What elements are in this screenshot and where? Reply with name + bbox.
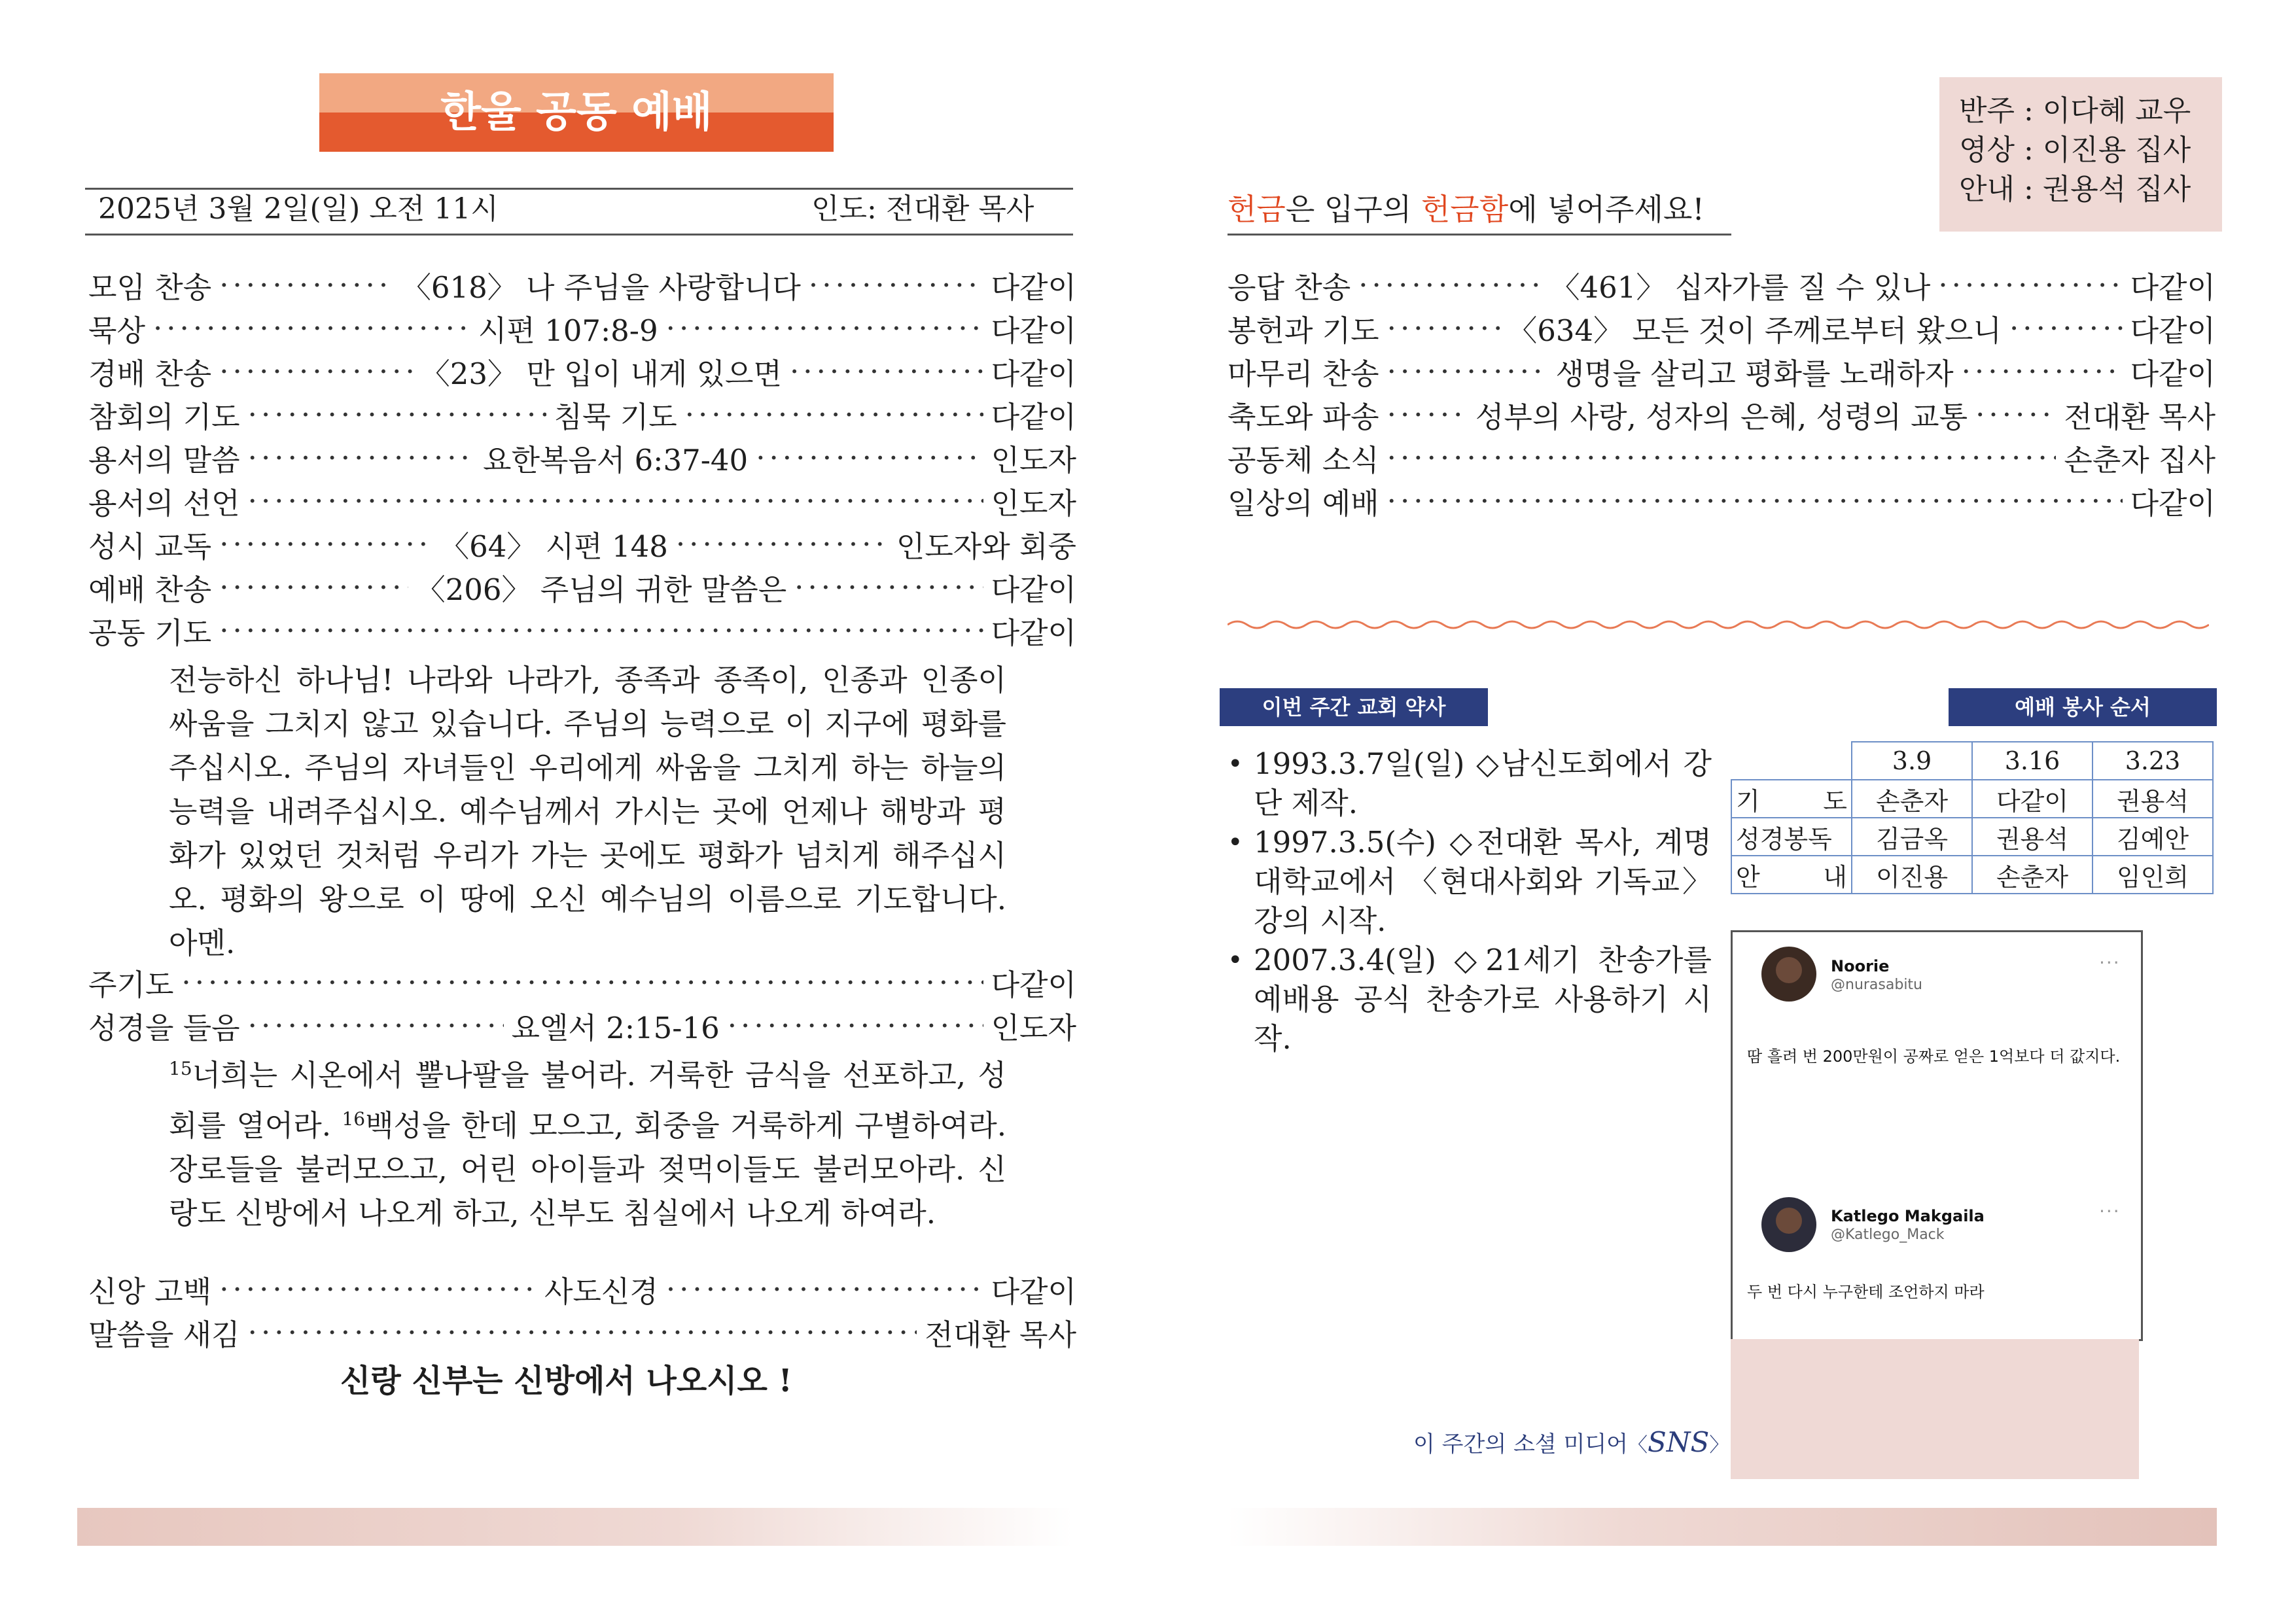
tweet-author-handle: @Katlego_Mack [1831, 1227, 1945, 1243]
leader-dots [248, 397, 546, 432]
order-label: 참회의 기도 [88, 399, 240, 434]
leader-dots [219, 1272, 537, 1306]
order-row [88, 565, 1076, 608]
service-schedule-table [1731, 741, 2214, 894]
leader-dots [685, 397, 983, 432]
social-media-caption: 이 주간의 소셜 미디어〈SNS〉 [1413, 1426, 1729, 1458]
leader-dots [1387, 483, 2123, 518]
order-row [1227, 393, 2216, 436]
date-cell: 3.16 [1972, 742, 2093, 780]
order-label: 성시 교독 [88, 529, 212, 564]
order-of-worship-part1 [88, 263, 1076, 652]
order-row [88, 479, 1076, 522]
order-item: 〈461〉 십자가를 질 수 있나 [1550, 270, 1931, 305]
name-cell: 손춘자 [1852, 780, 1972, 818]
order-responsible: 다같이 [991, 313, 1076, 348]
date-cell: 3.9 [1852, 742, 1972, 780]
order-responsible: 다같이 [991, 967, 1076, 1002]
order-item: 〈206〉 주님의 귀한 말씀은 [415, 572, 787, 607]
order-responsible: 인도자 [991, 1010, 1076, 1045]
divider [85, 234, 1073, 236]
order-row [88, 608, 1076, 652]
staff-video: 영상 : 이진용 집사 [1959, 133, 2191, 167]
staff-usher: 안내 : 권용석 집사 [1959, 173, 2191, 206]
order-label: 예배 찬송 [88, 572, 212, 607]
service-schedule-header: 예배 봉사 순서 [1949, 688, 2217, 726]
leader-dots [1387, 440, 2057, 475]
leader-dots [1387, 397, 1468, 432]
leader-dots [676, 527, 889, 561]
service-date: 2025년 3월 2일(일) 오전 11시 [98, 192, 499, 226]
title-banner [319, 73, 834, 152]
order-row [88, 349, 1076, 393]
history-item: • 2007.3.4(일) ◇21세기 찬송가를 예배용 공식 찬송가로 사용하기 시작. [1254, 941, 1712, 1058]
leader-dots [2009, 311, 2123, 345]
avatar [1761, 947, 1816, 1002]
leader-dots [794, 570, 983, 604]
leader-dots [219, 354, 413, 389]
order-responsible: 손춘자 집사 [2064, 442, 2216, 478]
verse-number: 16 [342, 1108, 366, 1130]
caption-text: 이 주간의 소셜 미디어 [1413, 1431, 1629, 1457]
history-header: 이번 주간 교회 약사 [1220, 688, 1488, 726]
page-title: 한울 공동 예배 [440, 88, 713, 137]
leader-dots [1387, 354, 1548, 389]
order-label: 축도와 파송 [1227, 399, 1379, 434]
name-cell: 권용석 [1972, 818, 2093, 856]
common-prayer-text: 전능하신 하나님! 나라와 나라가, 종족과 종족이, 인종과 인종이 싸움을 그치지 않고 있습니다. 주님의 능력으로 이 지구에 평화를 주십시오. 주님의 자녀들인 우리에게 싸움을 그치게 하는 하늘의 능력을 내려주십시오. 예수님께서 가시는 곳에 언제나 해방과 평화가 있었던 것처럼 우리가 가는 곳에도 평화가 넘치게 해주십시오. 평화의 왕으로 이 땅에 오신 예수님의 이름으로 기도합니다. 아멘. [169, 663, 1006, 960]
order-label: 마무리 찬송 [1227, 356, 1379, 391]
tweet-author-name: Noorie [1831, 957, 1890, 975]
social-media-panel-bg [1731, 1339, 2139, 1479]
name-cell: 김금옥 [1852, 818, 1972, 856]
order-label: 일상의 예배 [1227, 485, 1379, 521]
order-responsible: 다같이 [2130, 485, 2216, 521]
order-row [88, 960, 1076, 1003]
order-responsible: 다같이 [2130, 270, 2216, 305]
order-label: 용서의 선언 [88, 485, 240, 521]
leader-dots [666, 1272, 983, 1306]
order-row [88, 393, 1076, 436]
order-row [88, 522, 1076, 565]
wave-divider [1227, 615, 2209, 635]
more-icon: ··· [2099, 1200, 2121, 1222]
date-cell: 3.23 [2093, 742, 2213, 780]
order-responsible: 인도자 [991, 442, 1076, 478]
more-icon: ··· [2099, 952, 2121, 973]
order-item: 요한복음서 6:37-40 [483, 442, 749, 478]
leader-dots [181, 965, 983, 1000]
leader-dots [248, 1008, 504, 1043]
leader-dots [809, 268, 983, 302]
footer-bar-right [1227, 1508, 2217, 1546]
order-responsible: 다같이 [991, 399, 1076, 434]
order-responsible: 전대환 목사 [2064, 399, 2216, 434]
offering-notice [1227, 190, 1704, 229]
church-history [1227, 744, 1712, 1058]
order-responsible: 인도자 [991, 485, 1076, 521]
service-leader: 인도: 전대환 목사 [811, 192, 1034, 226]
order-responsible: 다같이 [991, 615, 1076, 650]
order-item: 〈634〉 모든 것이 주께로부터 왔으니 [1508, 313, 2002, 348]
divider [1227, 234, 1731, 236]
name-cell: 다같이 [1972, 780, 2093, 818]
order-responsible: 다같이 [991, 270, 1076, 305]
role-cell: 기 도 [1731, 780, 1852, 818]
offering-box-word: 헌금함 [1421, 192, 1509, 227]
order-label: 용서의 말씀 [88, 442, 240, 478]
order-item: 생명을 살리고 평화를 노래하자 [1555, 356, 1954, 391]
order-row [88, 1003, 1076, 1047]
leader-dots [219, 527, 432, 561]
offering-text: 에 넣어주세요! [1508, 192, 1704, 227]
order-row [88, 263, 1076, 306]
leader-dots [219, 268, 394, 302]
name-cell: 임인희 [2093, 856, 2213, 894]
tweet-author-name: Katlego Makgaila [1831, 1207, 1985, 1225]
order-label: 신앙 고백 [88, 1274, 212, 1309]
leader-dots [219, 613, 983, 648]
leader-dots [666, 311, 983, 345]
table-row [1731, 818, 2213, 856]
order-label: 응답 찬송 [1227, 270, 1351, 305]
order-responsible: 전대환 목사 [925, 1317, 1076, 1352]
sermon-title: 신랑 신부는 신방에서 나오시오 ! [340, 1363, 792, 1399]
order-row [1227, 349, 2216, 393]
order-of-worship-part3 [88, 1267, 1076, 1353]
leader-dots [1975, 397, 2056, 432]
order-responsible: 인도자와 회중 [896, 529, 1076, 564]
table-header-row [1731, 742, 2213, 780]
table-corner [1731, 742, 1852, 780]
order-responsible: 다같이 [2130, 313, 2216, 348]
table-row [1731, 780, 2213, 818]
order-item: 〈64〉 시편 148 [440, 529, 668, 564]
order-row [1227, 479, 2216, 522]
verse-number: 15 [169, 1058, 192, 1079]
order-responsible: 다같이 [991, 572, 1076, 607]
leader-dots [248, 483, 983, 518]
order-item: 〈23〉 만 입이 내게 있으면 [420, 356, 782, 391]
order-row [1227, 263, 2216, 306]
footer-bar-left [77, 1508, 1073, 1546]
offering-text: 은 입구의 [1285, 192, 1421, 227]
order-row [88, 306, 1076, 349]
role-cell: 성경봉독 [1731, 818, 1852, 856]
order-row [88, 1267, 1076, 1310]
order-label: 공동 기도 [88, 615, 212, 650]
order-responsible: 다같이 [991, 1274, 1076, 1309]
order-label: 모임 찬송 [88, 270, 212, 305]
leader-dots [1938, 268, 2122, 302]
order-label: 성경을 들음 [88, 1010, 240, 1045]
role-cell: 안 내 [1731, 856, 1852, 894]
order-row [1227, 436, 2216, 479]
name-cell: 권용석 [2093, 780, 2213, 818]
name-cell: 김예안 [2093, 818, 2213, 856]
name-cell: 이진용 [1852, 856, 1972, 894]
verse-16: 백성을 한데 모으고, 회중을 거룩하게 구별하여라. 장로들을 불러모으고, 어린 아이들과 젖먹이들도 불러모아라. 신랑도 신방에서 나오게 하고, 신부도 침실에서 나오게 하여라. [169, 1108, 1007, 1230]
leader-dots [790, 354, 983, 389]
leader-dots [1387, 311, 1500, 345]
leader-dots [756, 440, 983, 475]
leader-dots [728, 1008, 983, 1043]
order-item: 사도신경 [544, 1274, 658, 1309]
order-label: 말씀을 새김 [88, 1317, 240, 1352]
order-item: 시편 107:8-9 [478, 313, 658, 348]
leader-dots [153, 311, 470, 345]
order-item: 침묵 기도 [554, 399, 677, 434]
avatar [1761, 1197, 1816, 1252]
order-item: 성부의 사랑, 성자의 은혜, 성령의 교통 [1475, 399, 1968, 434]
offering-word: 헌금 [1227, 192, 1286, 227]
order-responsible: 다같이 [2130, 356, 2216, 391]
table-row [1731, 856, 2213, 894]
order-responsible: 다같이 [991, 356, 1076, 391]
leader-dots [248, 440, 475, 475]
scripture-text [169, 1047, 1006, 1235]
leader-dots [219, 570, 408, 604]
leader-dots [1962, 354, 2123, 389]
order-item: 〈618〉 나 주님을 사랑합니다 [401, 270, 801, 305]
tweet-author-handle: @nurasabitu [1831, 977, 1923, 993]
name-cell: 손춘자 [1972, 856, 2093, 894]
social-media-screenshot [1731, 930, 2143, 1341]
staff-accompanist: 반주 : 이다혜 교우 [1959, 94, 2191, 128]
verse-15: 너희는 시온에서 뿔나팔을 불어라. 거룩한 금식을 선포하고, 성회를 열어라. [169, 1058, 1006, 1143]
leader-dots [1358, 268, 1542, 302]
order-row [88, 1310, 1076, 1353]
sns-script: SNS [1648, 1426, 1710, 1458]
order-label: 주기도 [88, 967, 174, 1002]
tweet-text: 두 번 다시 누구한테 조언하지 마라 [1747, 1283, 1985, 1301]
order-label: 묵상 [88, 313, 145, 348]
order-label: 봉헌과 기도 [1227, 313, 1379, 348]
leader-dots [248, 1315, 917, 1350]
order-label: 공동체 소식 [1227, 442, 1379, 478]
service-staff-box [1939, 77, 2222, 232]
order-of-worship-part2 [88, 960, 1076, 1047]
order-row [88, 436, 1076, 479]
order-of-worship-right [1227, 263, 2216, 522]
tweet-text: 땀 흘려 번 200만원이 공짜로 얻은 1억보다 더 값지다. [1747, 1047, 2121, 1066]
history-item: • 1993.3.7일(일) ◇남신도회에서 강단 제작. [1254, 744, 1712, 823]
history-item: • 1997.3.5(수) ◇전대환 목사, 계명대학교에서 〈현대사회와 기독교〉 강의 시작. [1254, 823, 1712, 941]
order-row [1227, 306, 2216, 349]
order-item: 요엘서 2:15-16 [511, 1010, 720, 1045]
order-label: 경배 찬송 [88, 356, 212, 391]
